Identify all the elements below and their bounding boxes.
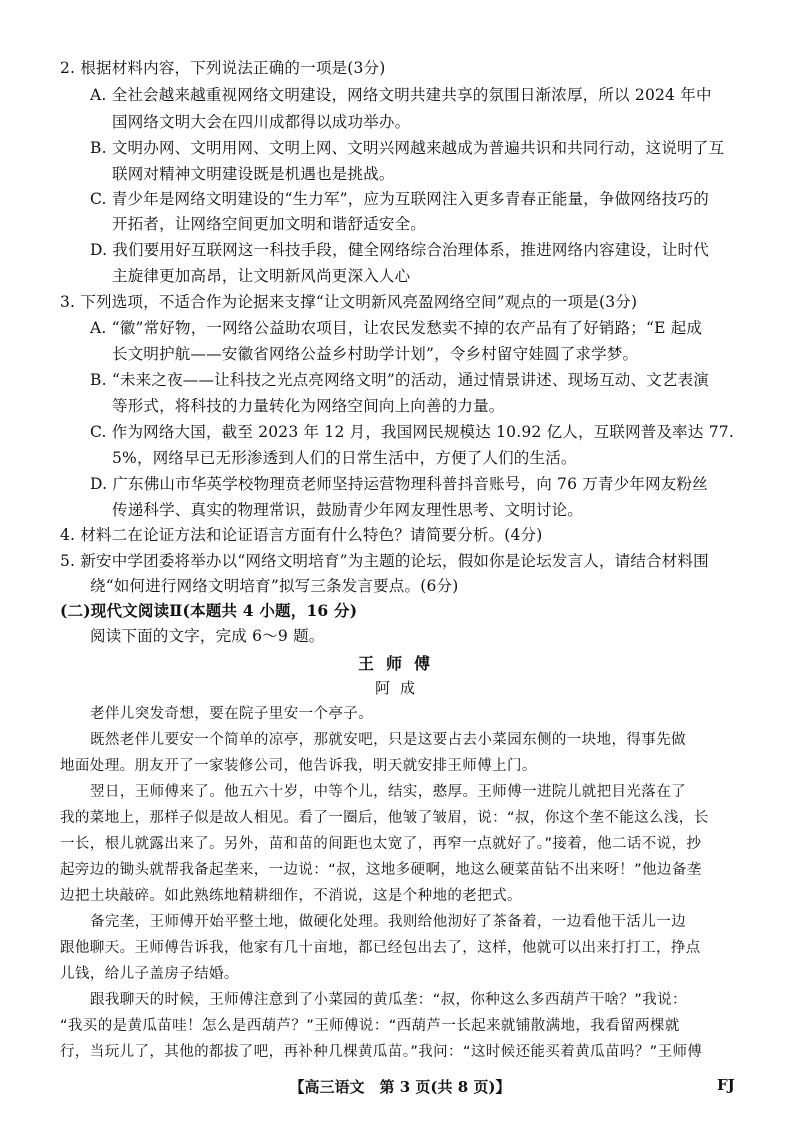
question-5-line2: 绕“如何进行网络文明培育”拟写三条发言要点。(6分) xyxy=(90,577,459,595)
option-2a-line1: A. 全社会越来越重视网络文明建设，网络文明共建共享的氛围日渐浓厚，所以 2024 年中 xyxy=(90,86,712,104)
story-paragraph-5-line1: 跟我聊天的时候，王师傅注意到了小菜园的黄瓜垄：“叔，你种这么多西葫芦干啥？”我说： xyxy=(90,992,687,1008)
question-2-stem: 2. 根据材料内容，下列说法正确的一项是(3分) xyxy=(60,59,386,77)
option-3b-line2: 等形式，将科技的力量转化为网络空间向上向善的力量。 xyxy=(112,397,505,415)
option-3a-line2: 长文明护航——安徽省网络公益乡村助学计划”，令乡村留守娃圆了求学梦。 xyxy=(112,345,639,363)
question-3-stem: 3. 下列选项，不适合作为论据来支撑“让文明新风亮盈网络空间”观点的一项是(3分) xyxy=(60,293,638,311)
story-paragraph-5-line2: “我买的是黄瓜苗哇！怎么是西葫芦？”王师傅说：“西葫芦一长起来就铺散满地，我看留两棵就 xyxy=(60,1018,680,1034)
option-2b-line1: B. 文明办网、文明用网、文明上网、文明兴网越来越成为普遍共识和共同行动，这说明了互 xyxy=(90,139,725,157)
story-paragraph-3-line2: 我的菜地上，那样子似是故人相见。看了一圈后，他皱了皱眉，说：“叔，你这个垄不能这么浅，长 xyxy=(60,810,709,826)
option-3a-line1: A. “徽”常好物，一网络公益助农项目，让农民发愁卖不掉的农产品有了好销路；“E 起成 xyxy=(90,319,703,337)
story-paragraph-4-line3: 儿钱，给儿子盖房子结婚。 xyxy=(60,966,239,982)
story-paragraph-3-line3: 一长，根儿就露出来了。另外，苗和苗的间距也太宽了，再窄一点就好了。”接着，他二话不说，抄 xyxy=(60,836,702,852)
story-paragraph-5-line3: 行，当玩儿了，其他的都拔了吧，再补种几棵黄瓜苗。”我问：“这时候还能买着黄瓜苗吗？”王师傅 xyxy=(60,1044,703,1060)
story-paragraph-4-line2: 跟他聊天。王师傅告诉我，他家有几十亩地，都已经包出去了，这样，他就可以出来打打工，挣点 xyxy=(60,940,701,956)
question-4: 4. 材料二在论证方法和论证语言方面有什么特色？请简要分析。(4分) xyxy=(60,526,543,544)
option-2a-line2: 国网络文明大会在四川成都得以成功举办。 xyxy=(112,113,411,131)
story-paragraph-1: 老伴儿突发奇想，要在院子里安一个亭子。 xyxy=(90,706,374,722)
question-5-line1: 5. 新安中学团委将举办以“网络文明培育”为主题的论坛，假如你是论坛发言人，请结合材料围 xyxy=(60,552,709,570)
story-title: 王师傅 xyxy=(357,654,442,673)
story-paragraph-4-line1: 备完垄，王师傅开始平整土地，做硬化处理。我则给他沏好了茶备着，一边看他干活儿一边 xyxy=(90,914,686,930)
option-3c-line1: C. 作为网络大国，截至 2023 年 12 月，我国网民规模达 10.92 亿人，互联网普及率达 77. xyxy=(90,423,734,441)
option-2d-line1: D. 我们要用好互联网这一科技手段，健全网络综合治理体系，推进网络内容建设，让时代 xyxy=(90,241,709,259)
option-2d-line2: 主旋律更加高昂，让文明新风尚更深入人心 xyxy=(112,267,411,285)
option-2b-line2: 联网对精神文明建设既是机遇也是挑战。 xyxy=(112,165,395,183)
story-paragraph-3-line1: 翌日，王师傅来了。他五六十岁，中等个儿，结实，憨厚。王师傅一进院儿就把目光落在了 xyxy=(90,784,686,800)
story-paragraph-3-line5: 边把土块敲碎。如此熟练地精耕细作，不消说，这是个种地的老把式。 xyxy=(60,888,522,904)
story-paragraph-3-line4: 起旁边的锄头就帮我备起垄来，一边说：“叔，这地多硬啊，地这么硬菜苗钻不出来呀！”他边备垄 xyxy=(60,862,702,878)
page-footer: 【高三语文 第 3 页(共 8 页)】 xyxy=(289,1078,511,1096)
option-3d-line2: 传递科学、真实的物理常识，鼓励青少年网友理性思考、文明讨论。 xyxy=(112,501,584,519)
section-instruction: 阅读下面的文字，完成 6～9 题。 xyxy=(90,627,325,645)
region-code: FJ xyxy=(717,1076,735,1094)
story-author: 阿成 xyxy=(374,679,425,697)
option-3c-line2: 5%，网络早已无形渗透到人们的日常生活中，方便了人们的生活。 xyxy=(112,449,577,467)
story-paragraph-2-line2: 地面处理。朋友开了一家装修公司，他告诉我，明天就安排王师傅上门。 xyxy=(60,758,537,774)
story-paragraph-2-line1: 既然老伴儿要安一个简单的凉亭，那就安吧，只是这要占去小菜园东侧的一块地，得事先做 xyxy=(90,732,686,748)
option-3b-line1: B. “未来之夜——让科技之光点亮网络文明”的活动，通过情景讲述、现场互动、文艺表演 xyxy=(90,371,709,389)
option-2c-line1: C. 青少年是网络文明建设的“生力军”，应为互联网注入更多青春正能量，争做网络技巧的 xyxy=(90,190,709,208)
option-2c-line2: 开拓者，让网络空间更加文明和谐舒适安全。 xyxy=(112,215,427,233)
option-3d-line1: D. 广东佛山市华英学校物理贲老师坚持运营物理科普抖音账号，向 76 万青少年网友粉丝 xyxy=(90,475,708,493)
section-heading: (二)现代文阅读Ⅱ(本题共 4 小题，16 分) xyxy=(60,601,358,620)
